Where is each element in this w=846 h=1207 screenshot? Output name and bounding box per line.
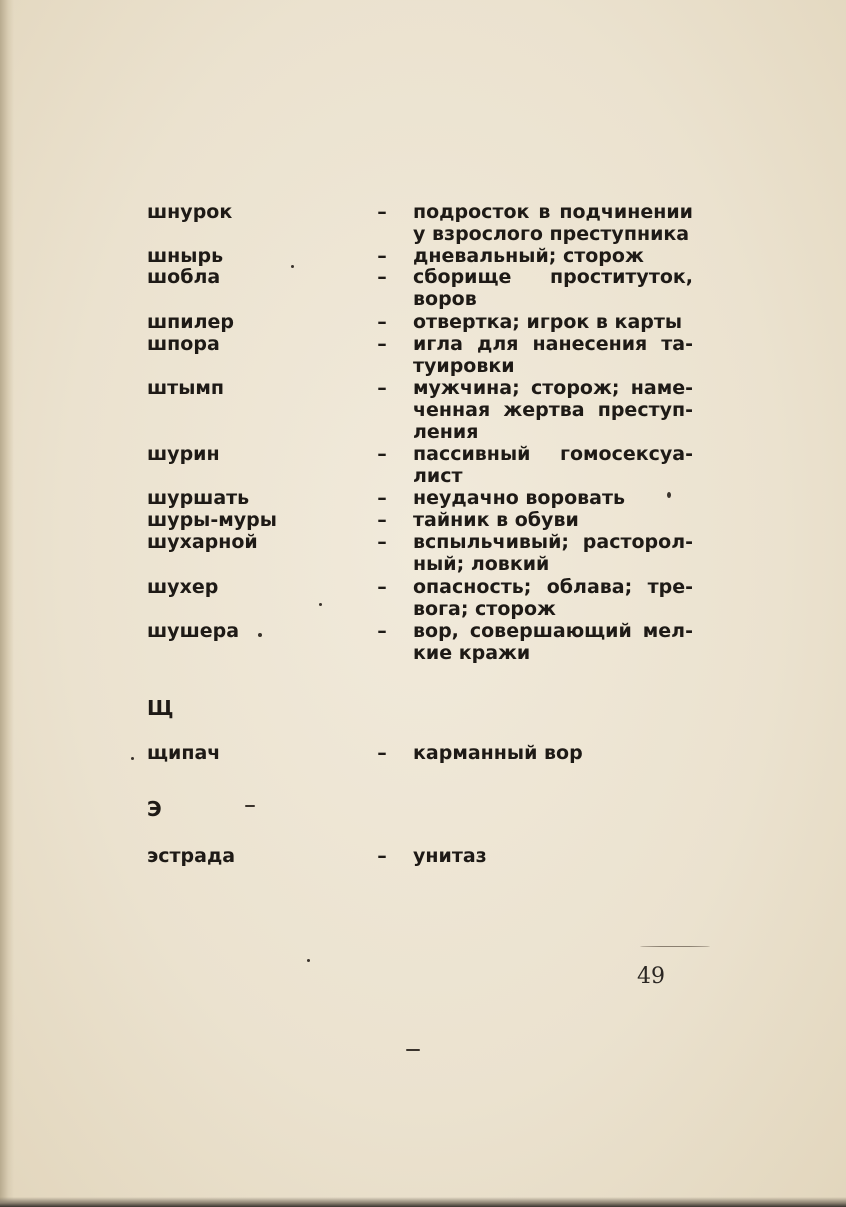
entry-term: шнурок bbox=[147, 201, 233, 223]
entry-term: шпилер bbox=[147, 311, 235, 333]
definition-line: ный; ловкий bbox=[413, 553, 550, 575]
entry-term: шурин bbox=[147, 443, 220, 465]
entry-dash: – bbox=[377, 443, 387, 465]
entry-term: шуршать bbox=[147, 487, 250, 509]
entry-definition bbox=[413, 201, 693, 245]
entry-term: шобла bbox=[147, 266, 221, 288]
definition-line: тайник в обуви bbox=[413, 509, 579, 531]
entry-dash: – bbox=[377, 576, 387, 598]
entry-dash: – bbox=[377, 845, 387, 867]
paper-speck bbox=[245, 805, 255, 807]
entry-dash: – bbox=[377, 377, 387, 399]
definition-line: сборище проституток, bbox=[413, 266, 693, 288]
page-number: 49 bbox=[637, 964, 665, 989]
paper-speck bbox=[406, 1049, 420, 1051]
definition-line: ления bbox=[413, 421, 479, 443]
entry-definition bbox=[413, 531, 693, 575]
entry-definition bbox=[413, 620, 693, 664]
definition-line: дневальный; сторож bbox=[413, 245, 644, 267]
entry-term: щипач bbox=[147, 742, 221, 764]
entry-term: шухер bbox=[147, 576, 219, 598]
entry-definition bbox=[413, 742, 693, 764]
definition-line: опасность; облава; тре- bbox=[413, 576, 693, 598]
entry-term: шнырь bbox=[147, 245, 224, 267]
entry-dash: – bbox=[377, 201, 387, 223]
definition-line: унитаз bbox=[413, 845, 487, 867]
entry-definition bbox=[413, 266, 693, 310]
definition-line: кие кражи bbox=[413, 642, 531, 664]
definition-line: вспыльчивый; расторол- bbox=[413, 531, 693, 553]
definition-line: мужчина; сторож; наме- bbox=[413, 377, 693, 399]
entry-dash: – bbox=[377, 487, 387, 509]
entry-term: шуры-муры bbox=[147, 509, 277, 531]
entry-dash: – bbox=[377, 266, 387, 288]
entry-definition bbox=[413, 576, 693, 620]
entry-term: шпора bbox=[147, 333, 220, 355]
entry-dash: – bbox=[377, 742, 387, 764]
definition-line: туировки bbox=[413, 355, 515, 377]
definition-line: вога; сторож bbox=[413, 598, 556, 620]
entry-dash: – bbox=[377, 531, 387, 553]
paper-speck bbox=[319, 603, 322, 606]
entry-definition bbox=[413, 377, 693, 443]
paper-speck bbox=[291, 265, 294, 268]
entry-dash: – bbox=[377, 245, 387, 267]
entry-dash: – bbox=[377, 620, 387, 642]
page-bottom-edge bbox=[0, 1197, 846, 1207]
paper-speck bbox=[667, 492, 671, 498]
entry-dash: – bbox=[377, 333, 387, 355]
paper-speck bbox=[307, 959, 310, 962]
entry-term: шушера bbox=[147, 620, 240, 642]
definition-line: пассивный гомосексуа- bbox=[413, 443, 693, 465]
definition-line: отвертка; игрок в карты bbox=[413, 311, 683, 333]
definition-line: неудачно воровать bbox=[413, 487, 626, 509]
entry-definition bbox=[413, 509, 693, 531]
definition-line: у взрослого преступника bbox=[413, 223, 690, 245]
entry-dash: – bbox=[377, 509, 387, 531]
entry-definition bbox=[413, 845, 693, 867]
definition-line: воров bbox=[413, 288, 477, 310]
definition-line: вор, совершающий мел- bbox=[413, 620, 693, 642]
definition-line: ченная жертва преступ- bbox=[413, 399, 693, 421]
definition-line: игла для нанесения та- bbox=[413, 333, 693, 355]
definition-line: карманный вор bbox=[413, 742, 583, 764]
paper-speck bbox=[640, 946, 710, 947]
entry-definition bbox=[413, 487, 693, 509]
entry-definition bbox=[413, 245, 693, 267]
entry-definition bbox=[413, 311, 693, 333]
entry-dash: – bbox=[377, 311, 387, 333]
entry-term: эстрада bbox=[147, 845, 236, 867]
section-letter: Щ bbox=[147, 696, 174, 720]
definition-line: подросток в подчинении bbox=[413, 201, 693, 223]
page-left-edge bbox=[0, 0, 14, 1207]
definition-line: лист bbox=[413, 465, 463, 487]
paper-speck bbox=[258, 633, 262, 637]
entry-definition bbox=[413, 333, 693, 377]
section-letter: Э bbox=[147, 797, 162, 821]
entry-term: штымп bbox=[147, 377, 225, 399]
entry-definition bbox=[413, 443, 693, 487]
paper-speck bbox=[131, 757, 134, 760]
entry-term: шухарной bbox=[147, 531, 258, 553]
